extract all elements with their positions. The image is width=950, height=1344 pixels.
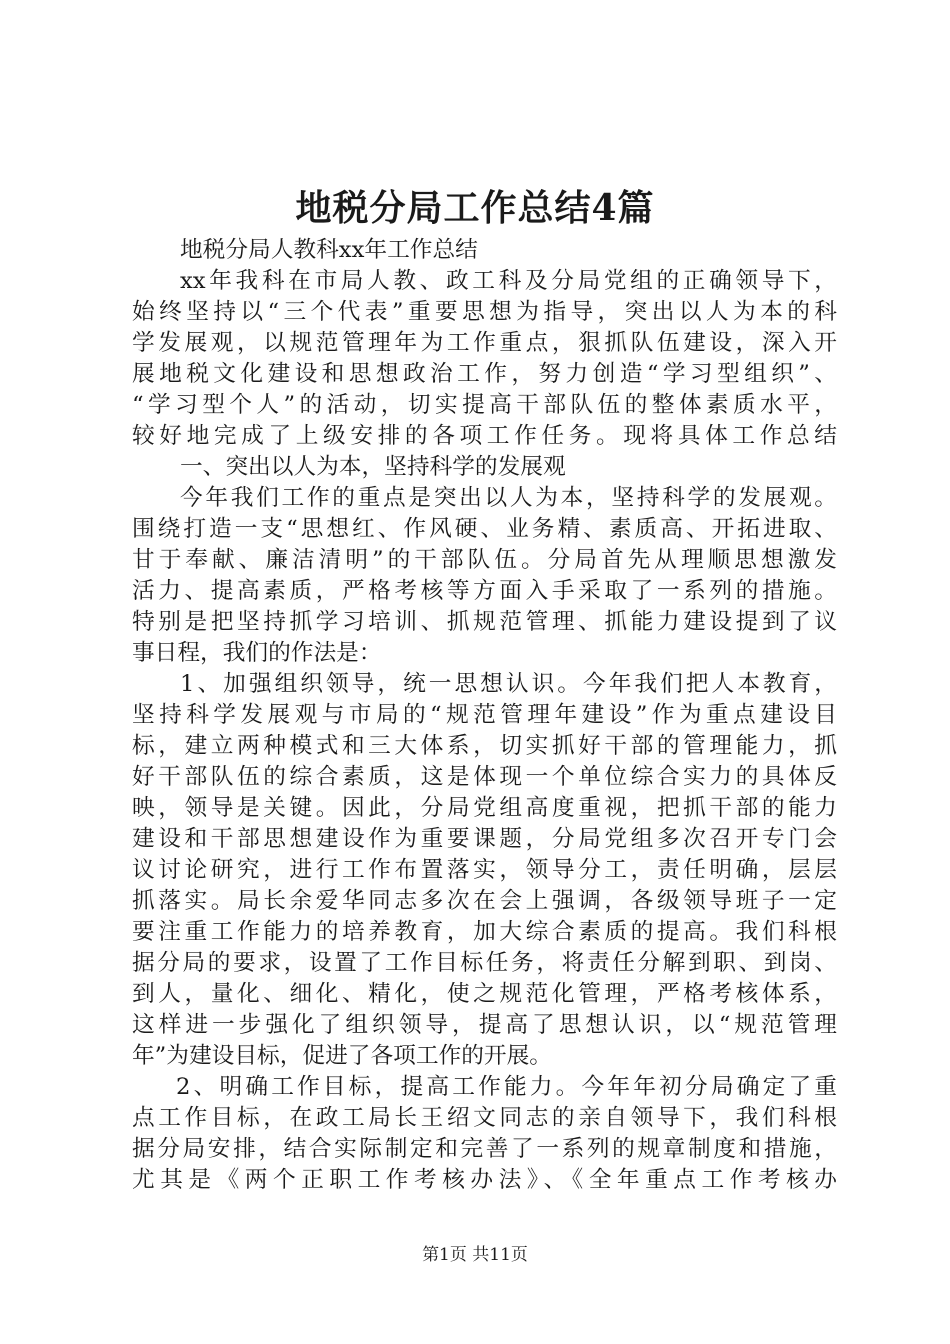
paragraph-line: 建设和干部思想建设作为重要课题，分局党组多次召开专门会 xyxy=(132,826,837,852)
paragraph-line: 较好地完成了上级安排的各项工作任务。现将具体工作总结 xyxy=(132,423,837,449)
paragraph-line: 始终坚持以“三个代表”重要思想为指导，突出以人为本的科 xyxy=(132,299,837,325)
paragraph-line: 点工作目标，在政工局长王绍文同志的亲自领导下，我们科根 xyxy=(132,1105,837,1131)
paragraph-line: 映，领导是关键。因此，分局党组高度重视，把抓干部的能力 xyxy=(132,795,837,821)
paragraph-line: 好干部队伍的综合素质，这是体现一个单位综合实力的具体反 xyxy=(132,764,837,790)
paragraph-line: xx年我科在市局人教、政工科及分局党组的正确领导下， xyxy=(180,268,837,294)
paragraph-line: 围绕打造一支“思想红、作风硬、业务精、素质高、开拓进取、 xyxy=(132,516,837,542)
paragraph-line: 议讨论研究，进行工作布置落实，领导分工，责任明确，层层 xyxy=(132,857,837,883)
paragraph-line: 尤其是《两个正职工作考核办法》、《全年重点工作考核办 xyxy=(132,1167,837,1193)
paragraph-line: 展地税文化建设和思想政治工作，努力创造“学习型组织”、 xyxy=(132,361,837,387)
paragraph-line: 年”为建设目标，促进了各项工作的开展。 xyxy=(132,1043,552,1069)
paragraph-line: 要注重工作能力的培养教育，加大综合素质的提高。我们科根 xyxy=(132,919,837,945)
paragraph-line: 这样进一步强化了组织领导，提高了思想认识，以“规范管理 xyxy=(132,1012,837,1038)
paragraph-line: 标，建立两种模式和三大体系，切实抓好干部的管理能力，抓 xyxy=(132,733,837,759)
section-heading: 地税分局人教科xx年工作总结 xyxy=(180,237,478,263)
page-footer: 第1页 共11页 xyxy=(422,1245,528,1265)
section-heading: 一、突出以人为本，坚持科学的发展观 xyxy=(180,454,566,480)
paragraph-line: 事日程，我们的作法是： xyxy=(132,640,382,666)
paragraph-line: 抓落实。局长余爱华同志多次在会上强调，各级领导班子一定 xyxy=(132,888,837,914)
paragraph-line: 据分局安排，结合实际制定和完善了一系列的规章制度和措施， xyxy=(132,1136,837,1162)
paragraph-line: 学发展观，以规范管理年为工作重点，狠抓队伍建设，深入开 xyxy=(132,330,837,356)
paragraph-line: 据分局的要求，设置了工作目标任务，将责任分解到职、到岗、 xyxy=(132,950,837,976)
paragraph-line: 甘于奉献、廉洁清明”的干部队伍。分局首先从理顺思想激发 xyxy=(132,547,837,573)
document-body xyxy=(132,235,837,1196)
paragraph-line: “学习型个人”的活动，切实提高干部队伍的整体素质水平， xyxy=(132,392,837,418)
paragraph-line: 1、加强组织领导，统一思想认识。今年我们把人本教育， xyxy=(180,671,837,697)
paragraph-line: 坚持科学发展观与市局的“规范管理年建设”作为重点建设目 xyxy=(132,702,837,728)
paragraph-line: 活力、提高素质，严格考核等方面入手采取了一系列的措施。 xyxy=(132,578,837,604)
paragraph-line: 今年我们工作的重点是突出以人为本，坚持科学的发展观。 xyxy=(180,485,837,511)
paragraph-line: 2、明确工作目标，提高工作能力。今年年初分局确定了重 xyxy=(176,1074,837,1100)
document-title: 地税分局工作总结4篇 xyxy=(295,187,655,229)
paragraph-line: 到人，量化、细化、精化，使之规范化管理，严格考核体系， xyxy=(132,981,837,1007)
paragraph-line: 特别是把坚持抓学习培训、抓规范管理、抓能力建设提到了议 xyxy=(132,609,837,635)
